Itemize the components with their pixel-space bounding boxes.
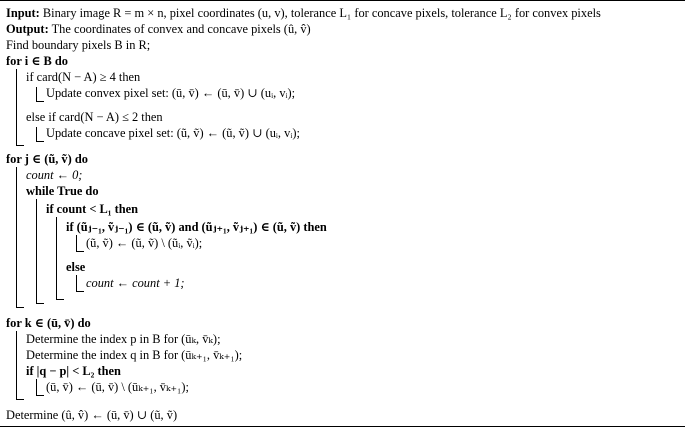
count-init-line: count ← 0;	[26, 168, 83, 182]
for-j-block-line	[16, 167, 17, 307]
else-if-block-line	[36, 127, 37, 141]
else-if-concave-line: else if card(N − A) ≤ 2 then	[26, 110, 163, 124]
for-i-block-line	[16, 69, 17, 145]
remove-convex-line: (ū, v̄) ← (ū, v̄) \ (ūₖ₊₁, v̄ₖ₊₁);	[46, 380, 189, 394]
if-diff-line: if |q − p| < L₂ then	[26, 364, 121, 378]
if-convex-block-end	[36, 101, 44, 102]
for-j-block-end	[16, 307, 24, 308]
output-line	[6, 21, 311, 37]
while-block-end	[36, 303, 44, 304]
while-block-line	[36, 199, 37, 303]
update-convex-line: Update convex pixel set: (ū, v̄) ← (ū, v̄) ∪ (uᵢ, vᵢ);	[46, 86, 296, 100]
if-convex-block-line	[36, 87, 37, 101]
if-count-block-end	[56, 299, 64, 300]
else-line: else	[66, 260, 86, 274]
if-neighbors-block-line	[76, 235, 77, 251]
else-if-block-end	[36, 141, 44, 142]
else-block-line	[76, 275, 77, 291]
if-count-line: if count < L₁ then	[46, 202, 139, 216]
input-label: Input:	[6, 6, 40, 20]
for-k-block-line	[16, 331, 17, 399]
if-diff-block-end	[36, 395, 44, 396]
if-diff-block-line	[36, 379, 37, 395]
if-neighbors-block-end	[76, 251, 84, 252]
index-q-line: Determine the index q in B for (ūₖ₊₁, v̄ₖ₊₁);	[26, 348, 243, 362]
count-inc-line: count ← count + 1;	[86, 276, 185, 290]
for-j-line: for j ∈ (ũ, ṽ) do	[6, 152, 88, 166]
final-line: Determine (û, v̂) ← (ū, v̄) ∪ (ũ, ṽ)	[6, 408, 178, 422]
for-k-line: for k ∈ (ū, v̄) do	[6, 316, 91, 330]
find-boundary-line: Find boundary pixels B in R;	[6, 38, 151, 52]
if-neighbors-line: if (ũⱼ₋₁, ṽⱼ₋₁) ∈ (ũ, ṽ) and (ũⱼ₊₁, ṽⱼ₊₁) ∈ (ũ, ṽ) then	[66, 220, 327, 234]
remove-concave-line: (ũ, ṽ) ← (ũ, ṽ) \ (ũᵢ, ṽᵢ);	[86, 236, 203, 250]
if-convex-line: if card(N − A) ≥ 4 then	[26, 70, 141, 84]
for-i-line: for i ∈ B do	[6, 54, 68, 68]
input-text: Binary image R = m × n, pixel coordinates (u, v), tolerance L₁ for concave pixels, tolerance L₂ for convex pixels	[42, 6, 601, 20]
update-concave-line: Update concave pixel set: (ũ, ṽ) ← (ũ, ṽ) ∪ (uᵢ, vᵢ);	[46, 126, 300, 140]
for-k-block-end	[16, 399, 24, 400]
output-text: The coordinates of convex and concave pixels (û, v̂)	[51, 22, 311, 36]
else-block-end	[76, 291, 84, 292]
input-line	[6, 5, 601, 21]
index-p-line: Determine the index p in B for (ūₖ, v̄ₖ);	[26, 332, 221, 346]
output-label: Output:	[6, 22, 49, 36]
while-line: while True do	[26, 184, 99, 198]
for-i-block-end	[16, 145, 24, 146]
if-count-block-line	[56, 217, 57, 299]
